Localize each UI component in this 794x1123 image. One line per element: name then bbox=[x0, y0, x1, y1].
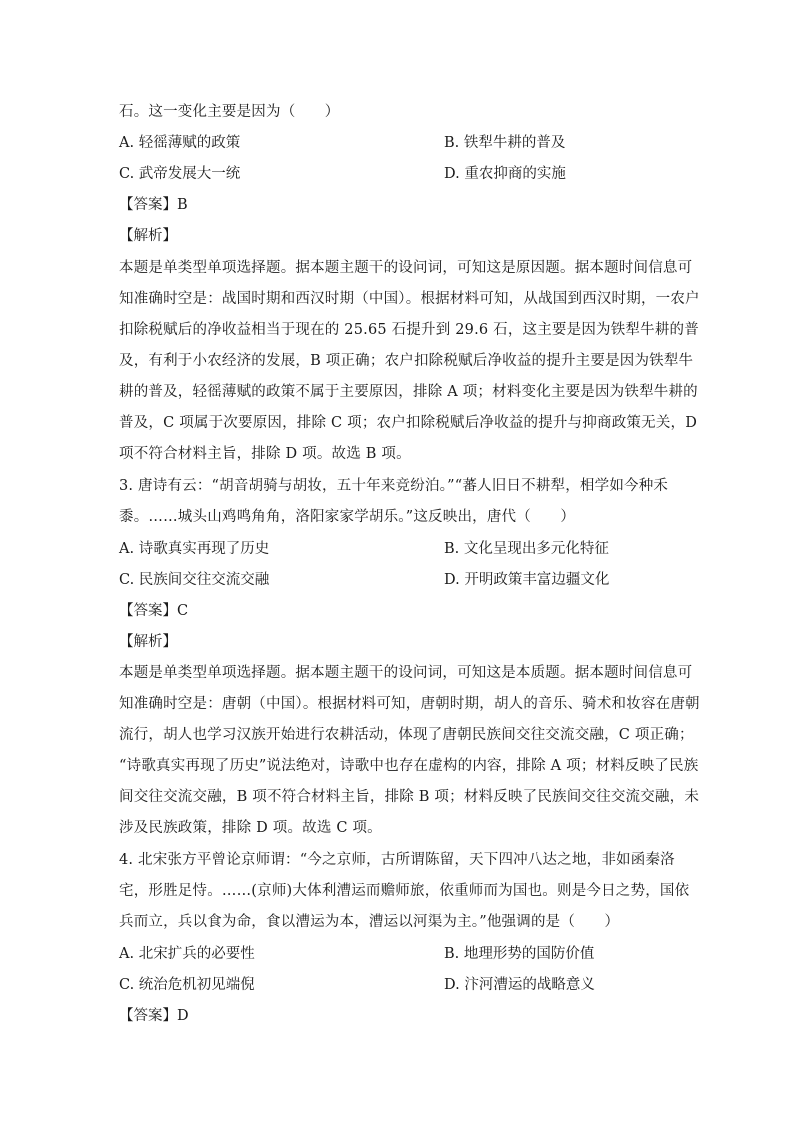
q3-option-b: B. 文化呈现出多元化特征 bbox=[444, 541, 609, 557]
q3-analysis-line: 本题是单类型单项选择题。据本题主题干的设问词，可知这是本质题。据本题时间信息可 bbox=[119, 665, 693, 681]
q3-analysis-label: 【解析】 bbox=[119, 634, 177, 650]
q4-option-c: C. 统治危机初见端倪 bbox=[119, 977, 255, 993]
q3-analysis-line: 间交往交流交融，B 项不符合材料主旨，排除 B 项；材料反映了民族间交往交流交融，未 bbox=[119, 789, 700, 805]
q4-stem-line: 兵而立，兵以食为命，食以漕运为本，漕运以河渠为主。”他强调的是（ ） bbox=[119, 914, 620, 930]
q2-option-c: C. 武帝发展大一统 bbox=[119, 166, 241, 182]
q2-analysis-line: 扣除税赋后的净收益相当于现在的 25.65 石提升到 29.6 石，这主要是因为铁犁牛耕的普 bbox=[119, 322, 699, 338]
q3-option-c: C. 民族间交往交流交融 bbox=[119, 572, 270, 588]
q3-stem-line: 黍。……城头山鸡鸣角角，洛阳家家学胡乐。”这反映出，唐代（ ） bbox=[119, 509, 576, 525]
q4-stem-line: 宅，形胜足恃。……(京师)大体利漕运而赡师旅，依重师而为国也。则是今日之势，国依 bbox=[119, 883, 690, 899]
q2-analysis-line: 知准确时空是：战国时期和西汉时期（中国）。根据材料可知，从战国到西汉时期，一农户 bbox=[119, 291, 700, 307]
q3-stem-line: 3. 唐诗有云：“胡音胡骑与胡妆，五十年来竞纷泊。”“蕃人旧日不耕犁，相学如今种禾 bbox=[119, 478, 669, 494]
q2-option-b: B. 铁犁牛耕的普及 bbox=[444, 135, 566, 151]
q4-option-a: A. 北宋扩兵的必要性 bbox=[119, 946, 255, 962]
q2-analysis-label: 【解析】 bbox=[119, 228, 177, 244]
q2-analysis-line: 耕的普及，轻徭薄赋的政策不属于主要原因，排除 A 项；材料变化主要是因为铁犁牛耕的 bbox=[119, 384, 698, 400]
q3-analysis-line: 流行，胡人也学习汉族开始进行农耕活动，体现了唐朝民族间交往交流交融，C 项正确； bbox=[119, 727, 694, 743]
q2-option-d: D. 重农抑商的实施 bbox=[444, 166, 566, 182]
q4-stem-line: 4. 北宋张方平曾论京师谓：“今之京师，古所谓陈留，天下四冲八达之地，非如函秦洛 bbox=[119, 852, 675, 868]
q2-analysis-line: 普及，C 项属于次要原因，排除 C 项；农户扣除税赋后净收益的提升与抑商政策无关，D bbox=[119, 415, 698, 431]
q3-option-a: A. 诗歌真实再现了历史 bbox=[119, 541, 270, 557]
q4-option-b: B. 地理形势的国防价值 bbox=[444, 946, 595, 962]
q3-analysis-line: “诗歌真实再现了历史”说法绝对，诗歌中也存在虚构的内容，排除 A 项；材料反映了民族 bbox=[119, 758, 699, 774]
q3-analysis-line: 涉及民族政策，排除 D 项。故选 C 项。 bbox=[119, 820, 382, 836]
q3-analysis-line: 知准确时空是：唐朝（中国）。根据材料可知，唐朝时期，胡人的音乐、骑术和妆容在唐朝 bbox=[119, 696, 700, 712]
q2-option-a: A. 轻徭薄赋的政策 bbox=[119, 135, 241, 151]
q3-option-d: D. 开明政策丰富边疆文化 bbox=[444, 572, 610, 588]
q2-analysis-line: 项不符合材料主旨，排除 D 项。故选 B 项。 bbox=[119, 446, 411, 462]
q2-analysis-line: 及，有利于小农经济的发展，B 项正确；农户扣除税赋后净收益的提升主要是因为铁犁牛 bbox=[119, 353, 694, 369]
q2-analysis-line: 本题是单类型单项选择题。据本题主题干的设问词，可知这是原因题。据本题时间信息可 bbox=[119, 260, 693, 276]
q4-option-d: D. 汴河漕运的战略意义 bbox=[444, 977, 595, 993]
q3-answer: 【答案】C bbox=[119, 603, 189, 619]
q2-answer: 【答案】B bbox=[119, 197, 188, 213]
q4-answer: 【答案】D bbox=[119, 1008, 189, 1024]
q2-stem-tail: 石。这一变化主要是因为（ ） bbox=[119, 104, 340, 120]
